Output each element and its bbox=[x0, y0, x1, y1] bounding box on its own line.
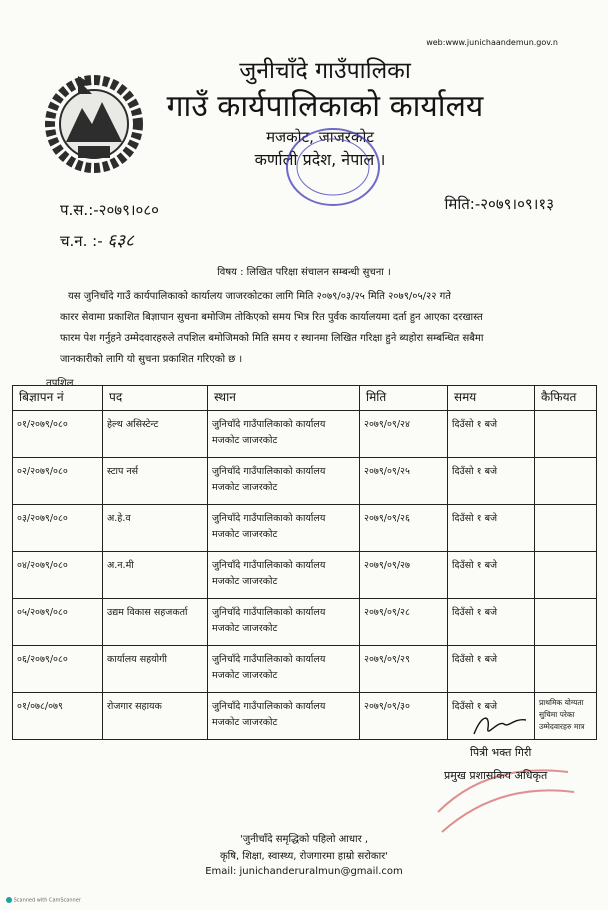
table-row bbox=[13, 552, 597, 599]
table-row bbox=[13, 646, 597, 693]
cell-place bbox=[208, 411, 360, 458]
place-line-2: मजकोट जाजरकोट bbox=[212, 576, 278, 587]
details-label: तपशिल bbox=[46, 378, 74, 389]
place-line-1: जुनिचाँदे गाउँपालिकाको कार्यालय bbox=[212, 607, 326, 618]
cell-post: अ.न.मी bbox=[103, 552, 208, 599]
signatory-title: प्रमुख प्रशासकिय अधिकृत bbox=[444, 769, 548, 782]
cell-post: रोजगार सहायक bbox=[103, 693, 208, 740]
cell-date: २०७९/०९/२६ bbox=[360, 505, 448, 552]
place-line-2: मजकोट जाजरकोट bbox=[212, 529, 278, 540]
cell-place bbox=[208, 552, 360, 599]
notice-body bbox=[60, 286, 570, 370]
cell-place bbox=[208, 693, 360, 740]
cell-place bbox=[208, 599, 360, 646]
cell-date: २०७९/०९/२७ bbox=[360, 552, 448, 599]
cell-date: २०७९/०९/२९ bbox=[360, 646, 448, 693]
municipality-name: जुनीचाँदे गाउँपालिका bbox=[239, 58, 411, 84]
nepal-emblem-logo bbox=[44, 72, 144, 176]
cell-date: २०७९/०९/२४ bbox=[360, 411, 448, 458]
cell-place bbox=[208, 458, 360, 505]
place-line-2: मजकोट जाजरकोट bbox=[212, 670, 278, 681]
place-line-1: जुनिचाँदे गाउँपालिकाको कार्यालय bbox=[212, 701, 326, 712]
place-line-1: जुनिचाँदे गाउँपालिकाको कार्यालय bbox=[212, 560, 326, 571]
place-line-2: मजकोट जाजरकोट bbox=[212, 435, 278, 446]
cell-date: २०७९/०९/३० bbox=[360, 693, 448, 740]
cell-date: २०७९/०९/२८ bbox=[360, 599, 448, 646]
office-address: मजकोट, जाजरकोट bbox=[266, 128, 374, 146]
cell-ad-no: ०५/२०७९/०८० bbox=[13, 599, 103, 646]
dispatch-label: च.न. :- bbox=[60, 232, 103, 250]
cell-time: दिउँसो १ बजे bbox=[448, 411, 535, 458]
body-line: कारर सेवामा प्रकाशित बिज्ञापान सुचना बमोजिम तोकिएको समय भित्र रित पुर्वक कार्यालयमा दर्ता हुन आएका दरखास्त bbox=[60, 312, 483, 323]
cell-place bbox=[208, 646, 360, 693]
cell-remarks bbox=[535, 599, 597, 646]
cell-time: दिउँसो १ बजे bbox=[448, 552, 535, 599]
place-line-2: मजकोट जाजरकोट bbox=[212, 623, 278, 634]
table-row bbox=[13, 411, 597, 458]
col-header-time: समय bbox=[448, 386, 535, 411]
cell-place bbox=[208, 505, 360, 552]
cell-remarks bbox=[535, 505, 597, 552]
place-line-1: जुनिचाँदे गाउँपालिकाको कार्यालय bbox=[212, 513, 326, 524]
blue-office-stamp bbox=[278, 118, 388, 216]
place-line-1: जुनिचाँदे गाउँपालिकाको कार्यालय bbox=[212, 654, 326, 665]
col-header-place: स्थान bbox=[208, 386, 360, 411]
cell-remarks: प्राथमिक योग्यता सुचिमा परेका उम्मेदवारहरु मात्र bbox=[535, 693, 597, 740]
subject-line: विषय : लिखित परिक्षा संचालन सम्बन्धी सुचना । bbox=[217, 267, 391, 278]
place-line-2: मजकोट जाजरकोट bbox=[212, 717, 278, 728]
body-line: जानकारीको लागि यो सुचना प्रकाशित गरिएको छ । bbox=[60, 354, 243, 365]
scanner-watermark bbox=[6, 897, 81, 904]
signatory-name: पित्री भक्त गिरी bbox=[470, 746, 532, 759]
cell-time: दिउँसो १ बजे bbox=[448, 646, 535, 693]
col-header-ad-no: बिज्ञापन नं bbox=[13, 386, 103, 411]
body-line: यस जुनिचाँदे गाउँ कार्यपालिकाको कार्यालय जाजरकोटका लागि मिति २०७९/०३/२५ मिति २०७९/०५/२२ गते bbox=[68, 291, 451, 302]
exam-schedule-table bbox=[12, 385, 597, 740]
cell-ad-no: ०१/२०७९/०८० bbox=[13, 411, 103, 458]
cell-ad-no: ०६/२०७९/०८० bbox=[13, 646, 103, 693]
cell-ad-no: ०१/०७८/०७९ bbox=[13, 693, 103, 740]
table-row bbox=[13, 505, 597, 552]
footer-email: Email: junichanderuralmun@gmail.com bbox=[205, 866, 403, 877]
cell-remarks bbox=[535, 458, 597, 505]
cell-ad-no: ०४/२०७९/०८० bbox=[13, 552, 103, 599]
col-header-date: मिति bbox=[360, 386, 448, 411]
cell-remarks bbox=[535, 552, 597, 599]
cell-remarks bbox=[535, 646, 597, 693]
office-name: गाउँ कार्यपालिकाको कार्यालय bbox=[166, 89, 484, 124]
handwritten-signature bbox=[470, 712, 530, 742]
table-row bbox=[13, 599, 597, 646]
place-line-1: जुनिचाँदे गाउँपालिकाको कार्यालय bbox=[212, 419, 326, 430]
dispatch-value: ६३८ bbox=[107, 231, 134, 251]
province-line: कर्णाली प्रदेश, नेपाल । bbox=[254, 150, 386, 169]
footer-slogan-line-2: कृषि, शिक्षा, स्वास्थ्य, रोजगारमा हाम्रो सरोकार' bbox=[219, 851, 389, 862]
cell-time: दिउँसो १ बजे bbox=[448, 599, 535, 646]
cell-post: अ.हे.व bbox=[103, 505, 208, 552]
cell-remarks bbox=[535, 411, 597, 458]
cell-post: उद्यम विकास सहजकर्ता bbox=[103, 599, 208, 646]
camscanner-icon bbox=[6, 897, 12, 903]
reference-number: प.स.:-२०७९।०८० bbox=[60, 201, 159, 219]
cell-time: दिउँसो १ बजे bbox=[448, 505, 535, 552]
scanner-text: Scanned with CamScanner bbox=[13, 897, 81, 904]
place-line-1: जुनिचाँदे गाउँपालिकाको कार्यालय bbox=[212, 466, 326, 477]
cell-post: स्टाप नर्स bbox=[103, 458, 208, 505]
col-header-post: पद bbox=[103, 386, 208, 411]
cell-date: २०७९/०९/२५ bbox=[360, 458, 448, 505]
cell-post: हेल्थ असिस्टेन्ट bbox=[103, 411, 208, 458]
cell-ad-no: ०३/२०७९/०८० bbox=[13, 505, 103, 552]
footer-slogan-line-1: 'जुनीचाँदे समृद्धिको पहिलो आधार , bbox=[239, 834, 369, 845]
dispatch-number bbox=[60, 228, 134, 251]
issue-date: मिति:-२०७९।०९।१३ bbox=[444, 195, 554, 213]
cell-ad-no: ०२/२०७९/०८० bbox=[13, 458, 103, 505]
col-header-remarks: कैफियत bbox=[535, 386, 597, 411]
table-header-row bbox=[13, 386, 597, 411]
website-url: web:www.junichaandemun.gov.n bbox=[426, 38, 558, 47]
body-line: फारम पेश गर्नुहने उम्मेदवारहरुले तपशिल बमोजिमको मिति समय र स्थानमा लिखित गरिक्षा हुने ब्यहोरा सम्बन्धित सबैमा bbox=[60, 333, 484, 344]
cell-time: दिउँसो १ बजे bbox=[448, 458, 535, 505]
place-line-2: मजकोट जाजरकोट bbox=[212, 482, 278, 493]
cell-time: दिउँसो १ बजे bbox=[448, 693, 535, 740]
table-row bbox=[13, 458, 597, 505]
cell-post: कार्यालय सहयोगी bbox=[103, 646, 208, 693]
